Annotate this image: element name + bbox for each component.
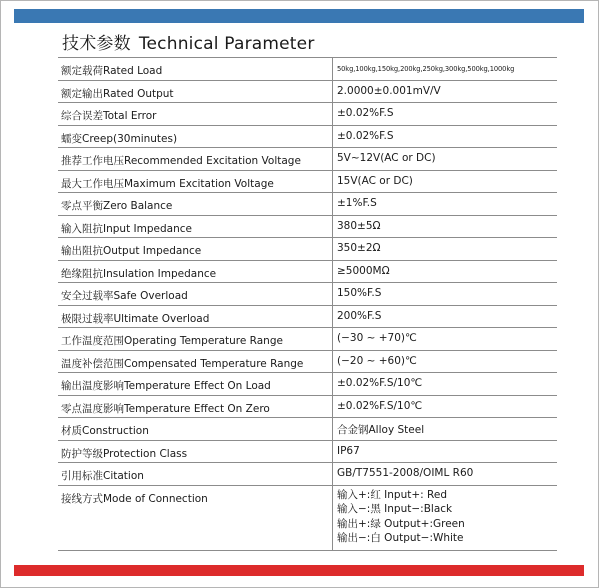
table-row xyxy=(58,327,557,350)
bottom-color-bar xyxy=(14,565,584,576)
param-label: 额定载荷Rated Load xyxy=(58,58,333,80)
wire-input-negative: 输入−:黑 Input−:Black xyxy=(337,503,453,516)
param-label: 最大工作电压Maximum Excitation Voltage xyxy=(58,171,333,193)
table-row xyxy=(58,395,557,418)
param-value: 15V(AC or DC) xyxy=(337,174,413,187)
param-value: ±0.02%F.S/10℃ xyxy=(337,377,423,389)
param-value: IP67 xyxy=(337,444,360,457)
param-label: 极限过载率Ultimate Overload xyxy=(58,306,333,328)
table-row-connection xyxy=(58,485,557,551)
param-value: GB/T7551-2008/OIML R60 xyxy=(337,467,474,479)
param-label: 材质Construction xyxy=(58,418,333,440)
connection-wires xyxy=(333,486,557,550)
param-label: 输出阻抗Output Impedance xyxy=(58,238,333,260)
table-row xyxy=(58,372,557,395)
param-value: ±0.02%F.S xyxy=(337,129,394,142)
table-row xyxy=(58,305,557,328)
table-row xyxy=(58,57,557,80)
table-row xyxy=(58,350,557,373)
param-value: 5V~12V(AC or DC) xyxy=(337,152,436,164)
param-value: ±1%F.S xyxy=(337,197,377,209)
param-label: 综合误差Total Error xyxy=(58,103,333,125)
param-value: 150%F.S xyxy=(337,287,382,299)
table-row xyxy=(58,440,557,463)
page-title xyxy=(62,29,315,54)
connection-label: 接线方式Mode of Connection xyxy=(58,486,333,550)
param-label: 温度补偿范围Compensated Temperature Range xyxy=(58,351,333,373)
param-value: 380±5Ω xyxy=(337,219,381,232)
title-chinese: 技术参数 xyxy=(62,34,131,54)
table-row xyxy=(58,215,557,238)
wire-input-positive: 输入+:红 Input+: Red xyxy=(337,488,447,501)
param-value: ±0.02%F.S xyxy=(337,107,394,119)
table-row xyxy=(58,170,557,193)
param-label: 防护等级Protection Class xyxy=(58,441,333,463)
param-value: ±0.02%F.S/10℃ xyxy=(337,399,423,412)
param-label: 输入阻抗Input Impedance xyxy=(58,216,333,238)
param-label: 推荐工作电压Recommended Excitation Voltage xyxy=(58,148,333,170)
param-label: 额定输出Rated Output xyxy=(58,81,333,103)
table-row xyxy=(58,282,557,305)
param-value: 合金钢Alloy Steel xyxy=(337,424,425,436)
wire-output-positive: 输出+:绿 Output+:Green xyxy=(337,517,465,530)
param-value: 50kg,100kg,150kg,200kg,250kg,300kg,500kg,1000kg xyxy=(337,65,515,73)
param-label: 零点平衡Zero Balance xyxy=(58,193,333,215)
param-label: 零点温度影响Temperature Effect On Zero xyxy=(58,396,333,418)
top-color-bar xyxy=(14,9,584,23)
spec-table xyxy=(58,57,557,551)
table-row xyxy=(58,80,557,103)
wire-output-negative: 输出−:白 Output−:White xyxy=(337,532,464,545)
table-row xyxy=(58,147,557,170)
param-label: 工作温度范围Operating Temperature Range xyxy=(58,328,333,350)
param-value: ≥5000MΩ xyxy=(337,264,390,277)
table-row xyxy=(58,192,557,215)
table-row xyxy=(58,237,557,260)
param-value: 350±2Ω xyxy=(337,242,381,254)
param-value: 2.0000±0.001mV/V xyxy=(337,84,441,97)
table-row xyxy=(58,125,557,148)
param-label: 引用标准Citation xyxy=(58,463,333,485)
title-english: Technical Parameter xyxy=(138,34,315,54)
param-value: (−30 ~ +70)℃ xyxy=(337,332,417,344)
param-value: (−20 ~ +60)℃ xyxy=(337,354,417,367)
table-row xyxy=(58,462,557,485)
param-label: 安全过载率Safe Overload xyxy=(58,283,333,305)
param-label: 绝缘阻抗Insulation Impedance xyxy=(58,261,333,283)
table-row xyxy=(58,260,557,283)
table-row xyxy=(58,102,557,125)
table-row xyxy=(58,417,557,440)
param-label: 蠕变Creep(30minutes) xyxy=(58,126,333,148)
param-value: 200%F.S xyxy=(337,309,382,322)
param-label: 输出温度影响Temperature Effect On Load xyxy=(58,373,333,395)
